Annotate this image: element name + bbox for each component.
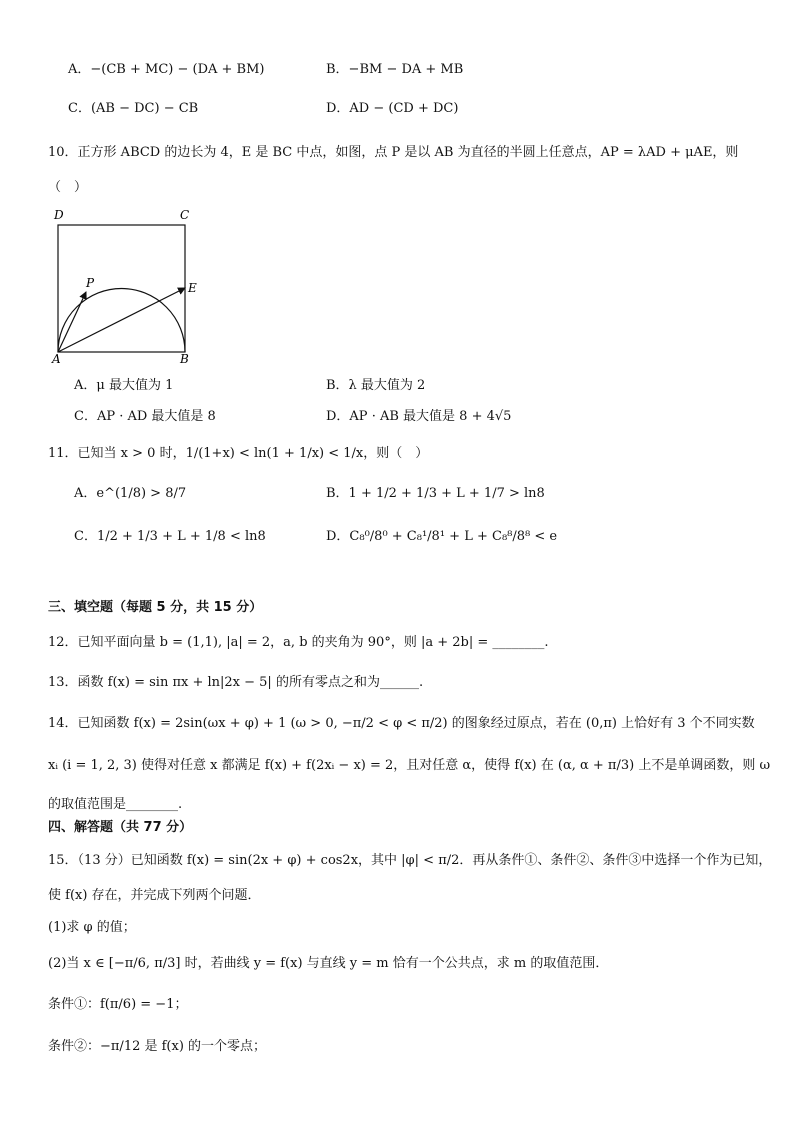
q11-option-d: D．C₈⁰/8⁰ + C₈¹/8¹ + L + C₈⁸/8⁸ < e [326, 529, 558, 544]
label-a: A [52, 352, 61, 365]
q15-part-2: (2)当 x ∈ [−π/6, π/3] 时，若曲线 y = f(x) 与直线 y = m 恰有一个公共点，求 m 的取值范围． [48, 956, 609, 971]
q15-part-1: (1)求 φ 的值； [48, 920, 136, 935]
q9-option-b: B．−BM − DA + MB [326, 62, 464, 77]
q9-option-d: D．AD − (CD + DC) [326, 101, 459, 116]
q10-option-b: B．λ 最大值为 2 [326, 378, 426, 393]
q14-line-1: 14．已知函数 f(x) = 2sin(ωx + φ) + 1 (ω > 0, −π/2 < φ < π/2) 的图象经过原点，若在 (0,π) 上恰好有 3 个不同实数 [48, 716, 755, 731]
q14-line-2: xᵢ (i = 1, 2, 3) 使得对任意 x 都满足 f(x) + f(2xᵢ − x) = 2，且对任意 α，使得 f(x) 在 (α, α + π/3) 上不是单调函数，则 ω [48, 758, 771, 773]
q10-option-c: C．AP · AD 最大值是 8 [74, 409, 216, 424]
label-b: B [180, 352, 189, 365]
label-e: E [188, 281, 197, 295]
section-3-heading: 三、填空题（每题 5 分，共 15 分） [48, 600, 263, 615]
q10-answer-paren: （ ） [48, 180, 88, 195]
section-4-heading: 四、解答题（共 77 分） [48, 820, 193, 835]
q15-line-1: 15．（13 分）已知函数 f(x) = sin(2x + φ) + cos2x，其中 |φ| < π/2．再从条件①、条件②、条件③中选择一个作为已知， [48, 853, 772, 868]
vector-ae [58, 288, 185, 352]
label-c: C [180, 208, 190, 222]
q11-option-b: B．1 + 1/2 + 1/3 + L + 1/7 > ln8 [326, 486, 545, 501]
q9-option-c: C．(AB − DC) − CB [68, 101, 199, 116]
q9-option-a: A．−(CB + MC) − (DA + BM) [68, 62, 265, 77]
q14-line-3: 的取值范围是________. [48, 797, 183, 812]
q11-stem: 11．已知当 x > 0 时，1/(1+x) < ln(1 + 1/x) < 1/x，则（ ） [48, 446, 429, 461]
q10-option-a: A．μ 最大值为 1 [74, 378, 174, 393]
label-p: P [86, 276, 95, 290]
q11-option-c: C．1/2 + 1/3 + L + 1/8 < ln8 [74, 529, 266, 544]
vector-ap [58, 292, 86, 352]
q13-text: 13．函数 f(x) = sin πx + ln|2x − 5| 的所有零点之和为______. [48, 675, 424, 690]
q10-option-d: D．AP · AB 最大值是 8 + 4√5 [326, 409, 512, 424]
q11-option-a: A．e^(1/8) > 8/7 [74, 486, 187, 501]
q15-line-2: 使 f(x) 存在，并完成下列两个问题． [48, 888, 261, 903]
q10-stem: 10．正方形 ABCD 的边长为 4，E 是 BC 中点，如图，点 P 是以 AB 为直径的半圆上任意点，AP = λAD + μAE，则 [48, 145, 739, 160]
q12-text: 12．已知平面向量 b = (1,1), |a| = 2，a, b 的夹角为 90°，则 |a + 2b| = ________. [48, 635, 549, 650]
q15-condition-2: 条件②：−π/12 是 f(x) 的一个零点； [48, 1039, 267, 1054]
square-semicircle-diagram [44, 205, 204, 365]
label-d: D [54, 208, 64, 222]
q15-condition-1: 条件①：f(π/6) = −1； [48, 997, 188, 1012]
